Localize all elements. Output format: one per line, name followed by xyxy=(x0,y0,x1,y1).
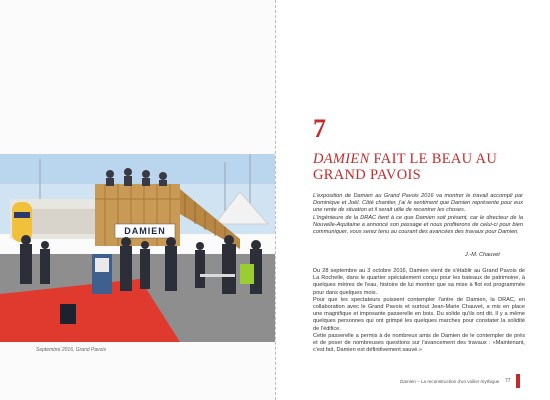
intro-paragraph-1: L'exposition de Damien au Grand Pavois 2016 va montrer le travail accompli par Dominique et Joël. Côté chantier, j'ai le sentiment que Damien représente pour eux une rente de situation et il serait utile de recentrer les choses. xyxy=(313,193,523,214)
page-gutter xyxy=(275,0,276,400)
chapter-title-rest: FAIT LE BEAU AU GRAND PAVOIS xyxy=(313,151,498,183)
chapter-number: 7 xyxy=(313,114,326,143)
footer-subtitle: – La reconstruction d'un voilier mythique xyxy=(415,379,500,384)
intro-paragraph-2: L'ingénieure de la DRAC tient à ce que Damien soit présent, car le directeur de la Nouvelle-Aquitaine a annoncé son passage et nous profiterons de celui-ci pour bien communiquer, vous serez tenu au courant des avancées des travaux pour Damien. xyxy=(313,214,523,236)
photo-caption: Septembre 2016, Grand Pavois xyxy=(36,347,107,353)
intro-quote xyxy=(313,193,523,236)
body-paragraph-1: Du 28 septembre au 3 octobre 2016, Damien vient de s'établir au Grand Pavois de La Rochelle, dans le quartier spécialement conçu pour les bateaux de patrimoine, à quelques mètres de l'eau, histoire de lui montrer que sa mise à flot est programmée pour dans quelques mois. xyxy=(313,268,525,296)
intro-signature: J.-M. Chauvet xyxy=(465,252,500,258)
chapter-title-boat-name: DAMIEN xyxy=(313,151,370,167)
exhibition-photo xyxy=(0,154,275,342)
footer-book-title: Damien xyxy=(400,379,416,384)
running-footer xyxy=(400,379,499,384)
body-paragraph-3: Cette passerelle a permis à de nombreux amis de Damien de le contempler de près et de poser de nombreuses questions sur l'avancement des travaux : «Maintenant, c'est fait, Damien est définitivement sauvé.» xyxy=(313,332,525,354)
body-paragraph-2: Pour que les spectateurs puissent contempler l'antre de Damien, la DRAC, en collaboration avec le Grand Pavois et surtout Jean-Marie Chauvet, a mis en place une magnifique et imposante passerelle en bois. Du solide qu'ils ont dit. Il y a même quelques personnes qui ont grimpé les quelques marches pour constater la solidité de l'édifice. xyxy=(313,296,525,332)
folio-accent-bar xyxy=(516,374,520,388)
damien-sign-text: DAMIEN xyxy=(124,226,166,236)
body-text xyxy=(313,268,525,354)
exhibition-photo-illustration xyxy=(0,154,275,342)
page-number: 77 xyxy=(505,378,511,384)
chapter-title xyxy=(313,151,533,183)
